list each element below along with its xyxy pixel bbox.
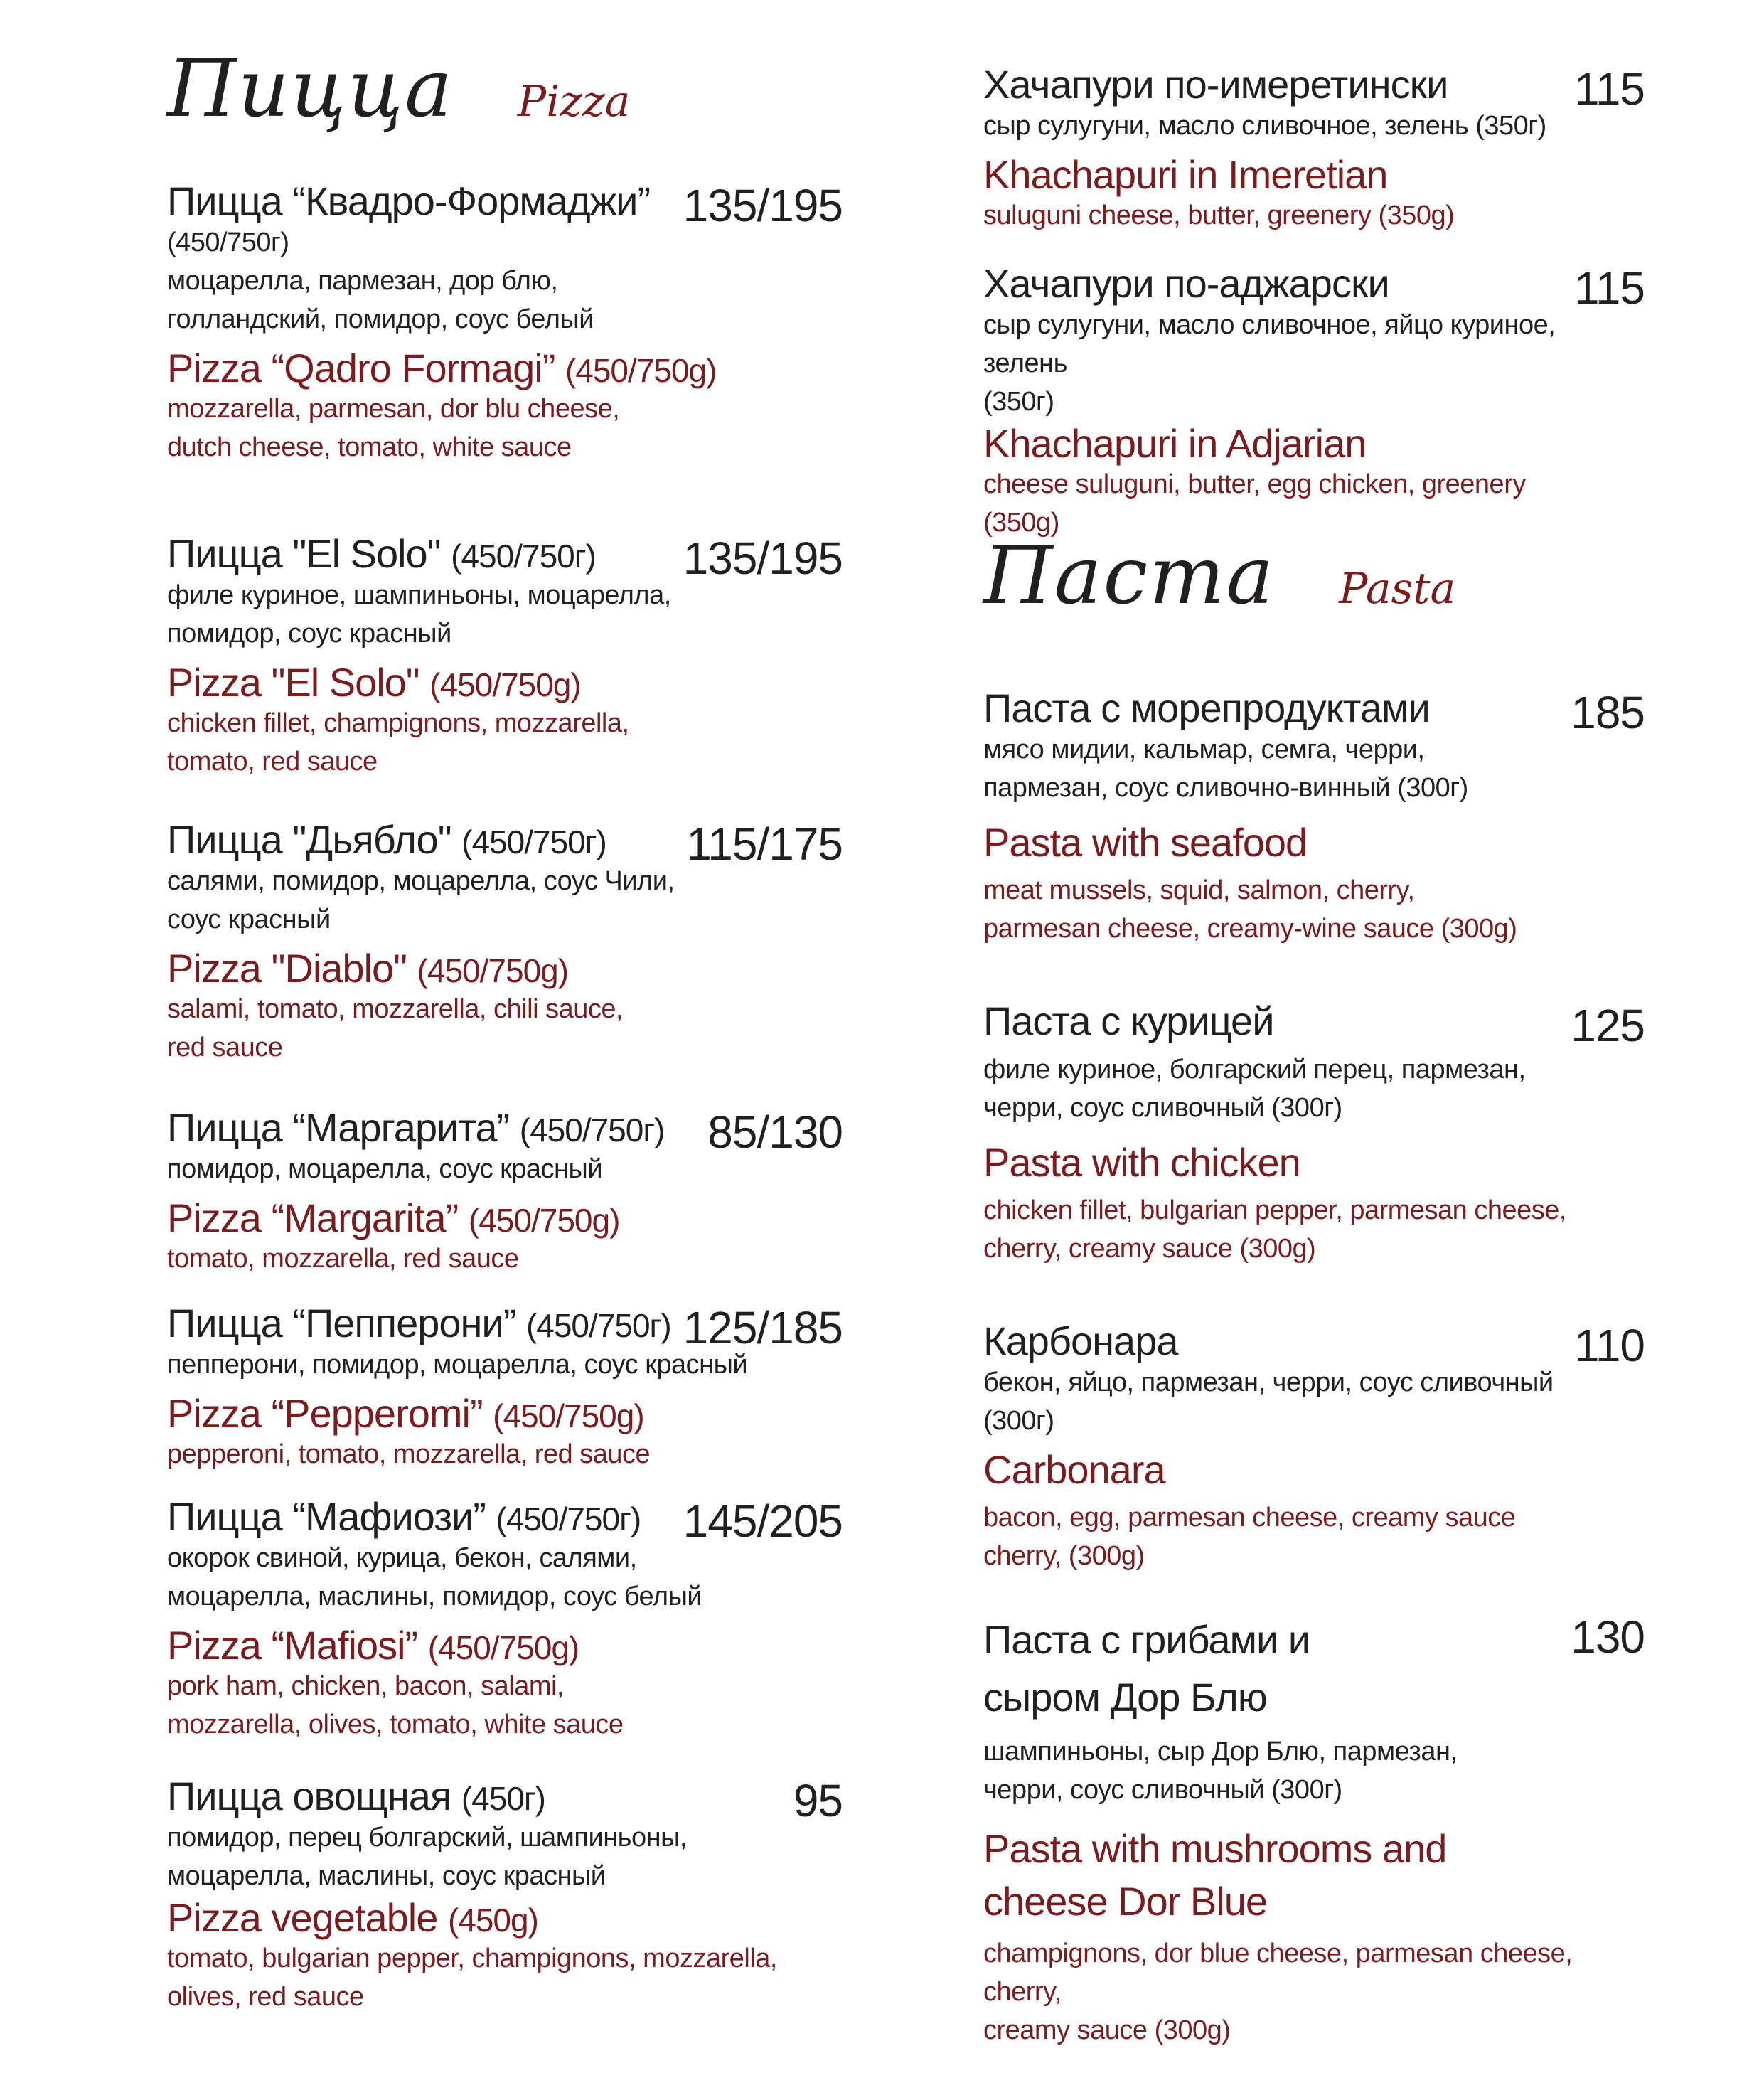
item-title: Пицца "Дьябло" (450/750г) [167, 817, 606, 862]
item-title: Паста с морепродуктами [983, 686, 1430, 730]
item-price: 145/205 [683, 1496, 843, 1547]
item-price: 185 [1571, 687, 1645, 738]
item-title: Пицца “Квадро-Формаджи” [167, 178, 651, 223]
menu-item-pasta-mushrooms [983, 1611, 1645, 2050]
item-desc-en: champignons, dor blue cheese, parmesan cheese, cherry, creamy sauce (300g) [983, 1939, 1573, 2045]
item-price: 130 [1571, 1611, 1645, 1663]
item-desc: салями, помидор, моцарелла, соус Чили, соус красный [167, 865, 675, 934]
item-price: 115 [1573, 63, 1645, 114]
item-price: 115 [1573, 262, 1645, 314]
pizza-heading-en: Pizza [517, 77, 631, 127]
menu-item-khachapuri-adjarian [983, 262, 1645, 543]
item-desc: мясо мидии, кальмар, семга, черри, пармезан, соус сливочно-винный (300г) [983, 734, 1468, 803]
item-desc-en: bacon, egg, parmesan cheese, creamy sauce cherry, (300g) [983, 1503, 1516, 1572]
pasta-heading [983, 530, 1455, 622]
menu-item-diablo [167, 818, 843, 1067]
item-desc: сыр сулугуни, масло сливочное, зелень (350г) [983, 110, 1546, 141]
item-desc-en: tomato, mozzarella, red sauce [167, 1244, 519, 1274]
item-title: Хачапури по-аджарски [983, 261, 1389, 306]
item-desc: филе куриное, шампиньоны, моцарелла, помидор, соус красный [167, 580, 671, 649]
item-desc: пепперони, помидор, моцарелла, соус красный [167, 1349, 748, 1380]
menu-item-mafiosi [167, 1495, 843, 1744]
item-price: 125/185 [683, 1302, 843, 1353]
item-title-en: Khachapuri in Imeretian [983, 151, 1388, 197]
pizza-heading-ru: Пицца [167, 43, 454, 135]
item-title: Хачапури по-имеретински [983, 62, 1448, 107]
pizza-heading [167, 43, 630, 135]
item-title: Пицца овощная (450г) [167, 1774, 545, 1818]
item-price: 115/175 [686, 819, 843, 870]
item-desc-en: salami, tomato, mozzarella, chili sauce, red sauce [167, 994, 624, 1063]
item-desc: окорок свиной, курица, бекон, салями, моцарелла, маслины, помидор, соус белый [167, 1542, 702, 1611]
item-title-en: Pizza "Diablo" (450/750g) [167, 945, 569, 991]
item-price: 125 [1571, 1000, 1645, 1051]
item-weight: (450/750г) [167, 227, 289, 257]
pasta-heading-ru: Паста [983, 530, 1276, 622]
item-title: Пицца “Мафиози” (450/750г) [167, 1494, 641, 1539]
item-title-en: Pizza “Margarita” (450/750g) [167, 1195, 620, 1240]
item-desc: сыр сулугуни, масло сливочное, яйцо куриное, зелень (350г) [983, 309, 1556, 417]
menu-item-margarita [167, 1106, 843, 1279]
item-price: 110 [1573, 1320, 1645, 1371]
item-desc-en: cheese suluguni, butter, egg chicken, greenery (350g) [983, 469, 1526, 538]
menu-item-vegetable [167, 1774, 843, 2017]
item-title: Пицца “Пепперони” (450/750г) [167, 1301, 671, 1345]
item-title-en: Pasta with mushrooms and cheese Dor Blue [983, 1826, 1447, 1924]
item-desc-en: chicken fillet, bulgarian pepper, parmesan cheese, cherry, creamy sauce (300g) [983, 1195, 1566, 1264]
item-desc: помидор, перец болгарский, шампиньоны, моцарелла, маслины, соус красный [167, 1822, 687, 1891]
item-title-en: Carbonara [983, 1446, 1165, 1492]
pasta-heading-en: Pasta [1339, 564, 1456, 614]
item-price: 135/195 [683, 533, 843, 584]
item-desc-en: pepperoni, tomato, mozzarella, red sauce [167, 1439, 651, 1470]
item-title: Пицца "El Solo" (450/750г) [167, 531, 596, 576]
menu-item-khachapuri-imeretian [983, 63, 1645, 235]
item-title-en: Pizza “Pepperomi” (450/750g) [167, 1390, 644, 1436]
item-desc-en: pork ham, chicken, bacon, salami, mozzarella, olives, tomato, white sauce [167, 1671, 624, 1740]
item-title-en: Pizza "El Solo" (450/750g) [167, 659, 581, 705]
item-title-en: Pizza vegetable (450g) [167, 1894, 538, 1940]
item-desc: шампиньоны, сыр Дор Блю, пармезан, черри, соус сливочный (300г) [983, 1737, 1458, 1806]
item-title-en: Pizza “Mafiosi” (450/750g) [167, 1622, 579, 1668]
item-title-en: Pasta with chicken [983, 1139, 1300, 1185]
item-title-en: Khachapuri in Adjarian [983, 420, 1367, 466]
item-price: 95 [793, 1775, 843, 1826]
menu-item-el-solo [167, 532, 843, 782]
item-desc-en: chicken fillet, champignons, mozzarella, tomato, red sauce [167, 708, 629, 777]
item-desc: помидор, моцарелла, соус красный [167, 1153, 603, 1184]
menu-item-pasta-chicken [983, 999, 1645, 1269]
item-desc: бекон, яйцо, пармезан, черри, соус сливочный (300г) [983, 1367, 1554, 1436]
item-price: 135/195 [683, 180, 843, 231]
item-desc-en: suluguni cheese, butter, greenery (350g) [983, 201, 1455, 231]
menu-item-pepperoni [167, 1301, 843, 1474]
menu-item-carbonara [983, 1319, 1645, 1576]
item-desc: моцарелла, пармезан, дор блю, голландский, помидор, соус белый [167, 265, 594, 334]
menu-item-quattro-formaggi [167, 179, 843, 467]
item-title-en: Pizza “Qadro Formagi” (450/750g) [167, 345, 717, 390]
item-price: 85/130 [707, 1107, 843, 1158]
item-desc-en: meat mussels, squid, salmon, cherry, parmesan cheese, creamy-wine sauce (300g) [983, 875, 1517, 944]
item-title: Пицца “Маргарита” (450/750г) [167, 1105, 665, 1150]
item-title-en: Pasta with seafood [983, 819, 1308, 865]
item-title: Паста с курицей [983, 998, 1274, 1043]
menu-item-pasta-seafood [983, 686, 1645, 949]
item-desc-en: tomato, bulgarian pepper, champignons, mozzarella, olives, red sauce [167, 1944, 777, 2013]
item-title: Карбонара [983, 1318, 1178, 1363]
item-title: Паста с грибами и сыром Дор Блю [983, 1617, 1310, 1720]
item-desc-en: mozzarella, parmesan, dor blu cheese, dutch cheese, tomato, white sauce [167, 394, 620, 463]
item-desc: филе куриное, болгарский перец, пармезан, черри, соус сливочный (300г) [983, 1054, 1526, 1123]
